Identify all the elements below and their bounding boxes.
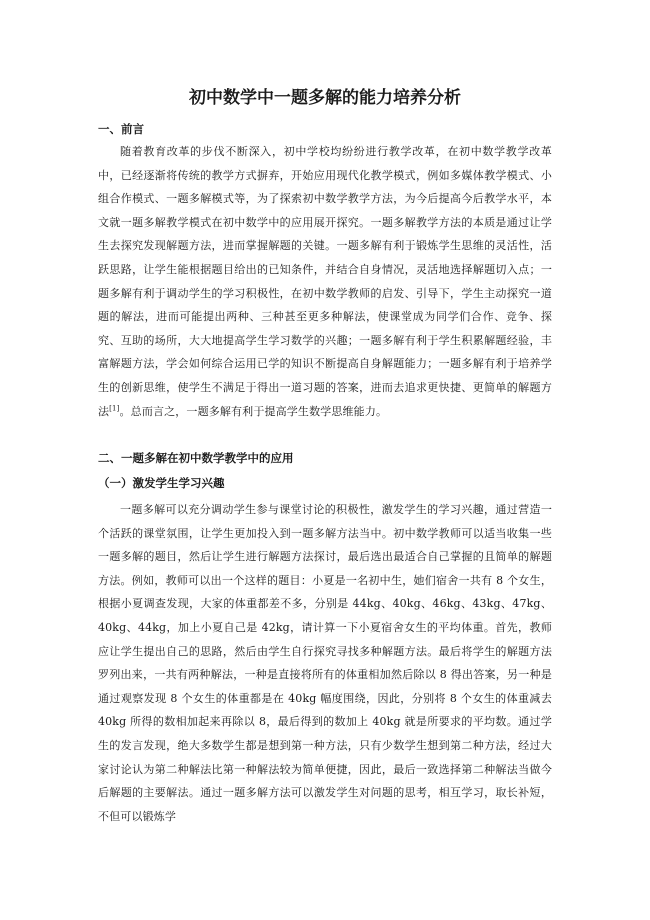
introduction-paragraph [98,140,552,423]
document-title: 初中数学中一题多解的能力培养分析 [189,88,461,108]
citation-reference: [1] [109,403,120,412]
section-heading-introduction: 一、前言 [98,122,144,136]
introduction-paragraph-text: 随着教育改革的步伐不断深入，初中学校均纷纷进行教学改革，在初中数学教学改革中，已经逐渐将传统的教学方式摒弃，开始应用现代化教学模式，例如多媒体教学模式、小组合作模式、一题多解模式等，为了探索初中数学教学方法，为今后提高今后教学水平，本文就一题多解教学模式在初中数学中的应用展开探究。一题多解教学方法的本质是通过让学生去探究发现解题方法，进而掌握解题的关键。一题多解有利于锻炼学生思维的灵活性，活跃思路，让学生能根据题目给出的已知条件，并结合自身情况，灵活地选择解题切入点；一题多解有利于调动学生的学习积极性，在初中数学教师的启发、引导下，学生主动探究一道题的解法，进而可能提出两种、三种甚至更多种解法，使课堂成为同学们合作、竞争、探究、互助的场所，大大地提高学生学习数学的兴趣；一题多解有利于学生积累解题经验，丰富解题方法，学会如何综合运用已学的知识不断提高自身解题能力；一题多解有利于培养学生的创新思维，使学生不满足于得出一道习题的答案，进而去追求更快捷、更简单的解题方法 [98,145,552,418]
interest-paragraph: 一题多解可以充分调动学生参与课堂讨论的积极性，激发学生的学习兴趣，通过营造一个活跃的课堂氛围，让学生更加投入到一题多解方法当中。初中数学教师可以适当收集一些一题多解的题目，然后让学生进行解题方法探讨，最后选出最适合自己掌握的且简单的解题方法。例如，教师可以出一个这样的题目：小夏是一名初中生，她们宿舍一共有 8 个女生，根据小夏调查发现，大家的体重都差不多，分别是 44kg、40kg、46kg、43kg、47kg、40kg、44kg，加上小夏自己是 42kg，请计算一下小夏宿舍女生的平均体重。首先，教师应让学生提出自己的思路，然后由学生自行探究寻找多种解题方法。最后将学生的解题方法罗列出来，一共有两种解法，一种是直接将所有的体重相加然后除以 8 得出答案，另一种是通过观察发现 8 个女生的体重都是在 40kg 幅度围绕，因此，分别将 8 个女生的体重减去 40kg 所得的数相加起来再除以 8，最后得到的数加上 40kg 就是所要求的平均数。通过学生的发言发现，绝大多数学生都是想到第一种方法，只有少数学生想到第二种方法，经过大家讨论认为第二种解法比第一种解法较为简单便捷，因此，最后一致选择第二种解法当做今后解题的主要解法。通过一题多解方法可以激发学生对问题的思考，相互学习，取长补短，不但可以锻炼学 [98,503,552,823]
section-heading-application: 二、一题多解在初中数学教学中的应用 [98,451,294,465]
introduction-paragraph-end: 。总而言之，一题多解有利于提高学生数学思维能力。 [119,404,388,418]
subsection-heading-interest: （一）激发学生学习兴趣 [98,476,225,490]
